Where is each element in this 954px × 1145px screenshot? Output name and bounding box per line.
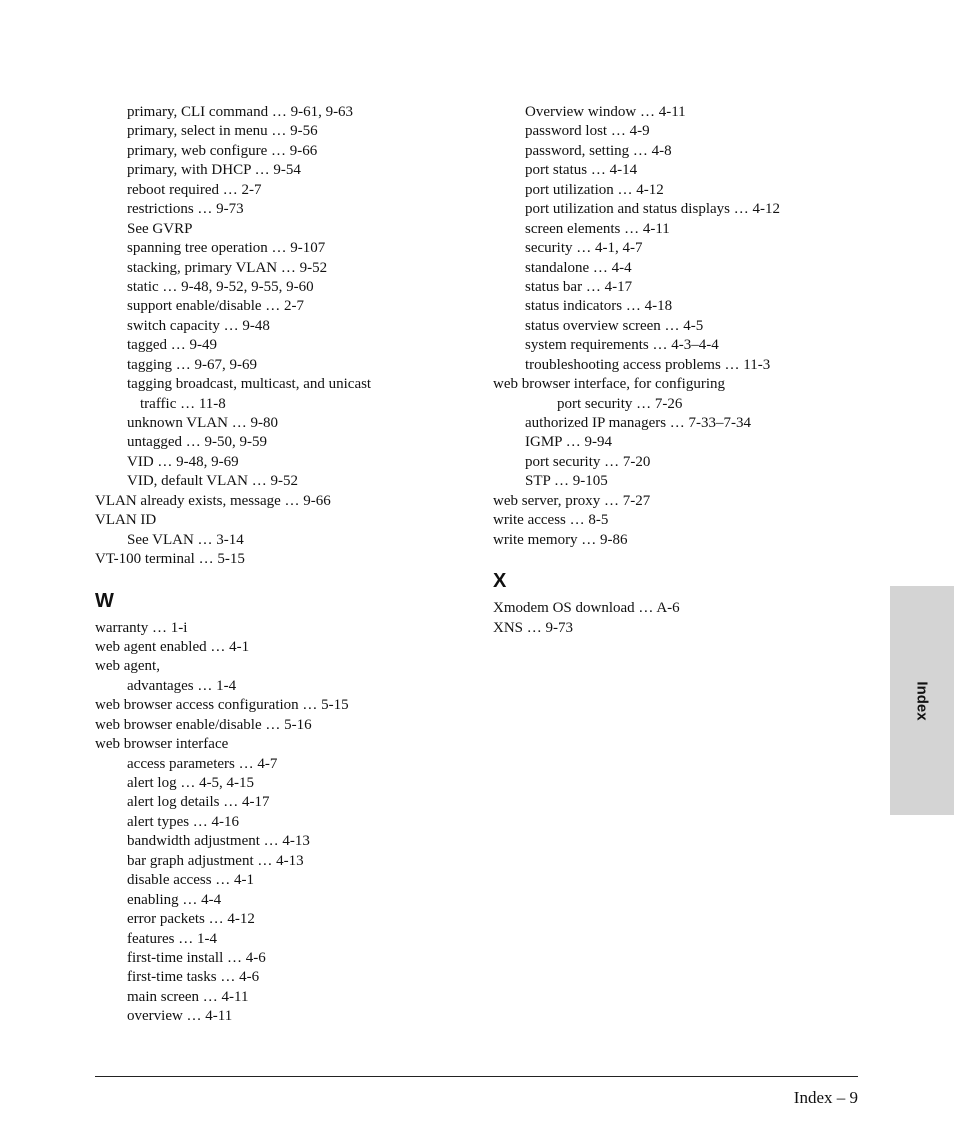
- index-entry: status indicators … 4-18: [525, 298, 673, 315]
- index-entry: first-time tasks … 4-6: [127, 969, 260, 986]
- footer-divider: [95, 1076, 858, 1077]
- index-entry: web browser interface, for configuring: [493, 376, 725, 393]
- index-entry: features … 1-4: [127, 930, 217, 947]
- index-entry: alert types … 4-16: [127, 813, 240, 830]
- index-entry: status overview screen … 4-5: [525, 317, 704, 334]
- index-entry: write memory … 9-86: [493, 531, 628, 548]
- index-entry: XNS … 9-73: [493, 619, 574, 636]
- index-entry: troubleshooting access problems … 11-3: [525, 356, 771, 373]
- index-entry: standalone … 4-4: [525, 259, 632, 276]
- index-entry: access parameters … 4-7: [127, 755, 278, 772]
- index-entry: IGMP … 9-94: [525, 434, 612, 451]
- index-entry: STP … 9-105: [525, 473, 608, 490]
- index-entry: unknown VLAN … 9-80: [127, 415, 278, 431]
- index-entry: port utilization and status displays … 4-12: [525, 201, 780, 218]
- index-entry: static … 9-48, 9-52, 9-55, 9-60: [127, 278, 314, 295]
- index-entry: stacking, primary VLAN … 9-52: [127, 259, 328, 276]
- section-x-entries: [493, 599, 853, 638]
- index-entry: tagged … 9-49: [127, 337, 217, 354]
- index-entry: write access … 8-5: [493, 512, 609, 529]
- index-entry: screen elements … 4-11: [525, 220, 670, 237]
- index-entry: See GVRP: [127, 220, 193, 237]
- page-number: Index – 9: [793, 1088, 858, 1107]
- index-entry: primary, with DHCP … 9-54: [127, 162, 301, 179]
- index-entry: VID … 9-48, 9-69: [127, 453, 239, 470]
- index-entry: web browser interface: [95, 736, 229, 753]
- index-entry: web agent,: [95, 658, 160, 675]
- index-entry: restrictions … 9-73: [127, 201, 244, 218]
- index-entries: [95, 103, 475, 570]
- index-column-right: [493, 103, 853, 638]
- side-tab-label: Index: [913, 680, 931, 721]
- index-entry: See VLAN … 3-14: [127, 531, 244, 548]
- index-entry: switch capacity … 9-48: [127, 317, 270, 334]
- index-entry: Xmodem OS download … A-6: [493, 600, 680, 617]
- index-entries: [493, 103, 853, 550]
- index-entry: web server, proxy … 7-27: [493, 492, 651, 509]
- index-entry: Overview window … 4-11: [525, 104, 686, 120]
- section-w-entries: [95, 619, 475, 1027]
- index-entry: VID, default VLAN … 9-52: [127, 473, 298, 490]
- index-entry: spanning tree operation … 9-107: [127, 240, 326, 257]
- section-letter-w: W: [95, 589, 114, 612]
- index-entry: port security … 7-20: [525, 453, 651, 470]
- index-entry: alert log details … 4-17: [127, 794, 270, 811]
- index-entry: VLAN already exists, message … 9-66: [95, 492, 331, 509]
- index-entry: port status … 4-14: [525, 162, 638, 179]
- section-letter-x: X: [493, 570, 507, 593]
- index-entry: authorized IP managers … 7-33–7-34: [525, 415, 752, 431]
- index-entry: alert log … 4-5, 4-15: [127, 775, 255, 791]
- index-entry: web browser access configuration … 5-15: [95, 697, 349, 714]
- index-entry: disable access … 4-1: [127, 872, 255, 889]
- index-entry: traffic … 11-8: [140, 395, 226, 412]
- index-entry: password, setting … 4-8: [525, 142, 672, 159]
- index-entry: advantages … 1-4: [127, 677, 237, 694]
- index-entry: bar graph adjustment … 4-13: [127, 852, 304, 869]
- index-entry: VLAN ID: [95, 512, 157, 529]
- index-entry: untagged … 9-50, 9-59: [127, 434, 267, 451]
- index-entry: primary, select in menu … 9-56: [127, 123, 318, 140]
- index-entry: reboot required … 2-7: [127, 181, 262, 198]
- index-side-tab: [890, 586, 954, 815]
- index-entry: status bar … 4-17: [525, 278, 633, 295]
- index-entry: web browser enable/disable … 5-16: [95, 716, 312, 733]
- index-entry: tagging … 9-67, 9-69: [127, 356, 257, 373]
- index-entry: tagging broadcast, multicast, and unicast: [127, 376, 372, 393]
- index-entry: web agent enabled … 4-1: [95, 638, 250, 655]
- index-entry: port security … 7-26: [557, 395, 683, 412]
- index-entry: enabling … 4-4: [127, 891, 222, 908]
- index-entry: first-time install … 4-6: [127, 949, 266, 966]
- index-entry: support enable/disable … 2-7: [127, 298, 305, 315]
- index-entry: bandwidth adjustment … 4-13: [127, 833, 310, 850]
- index-entry: port utilization … 4-12: [525, 181, 664, 198]
- index-entry: overview … 4-11: [127, 1008, 233, 1025]
- index-column-left: [95, 103, 475, 1027]
- index-entry: system requirements … 4-3–4-4: [525, 337, 719, 354]
- index-entry: primary, web configure … 9-66: [127, 142, 318, 159]
- index-entry: warranty … 1-i: [95, 619, 188, 636]
- index-entry: password lost … 4-9: [525, 123, 650, 140]
- index-entry: security … 4-1, 4-7: [525, 240, 643, 257]
- index-entry: main screen … 4-11: [127, 988, 249, 1005]
- index-entry: VT-100 terminal … 5-15: [95, 551, 245, 568]
- index-entry: error packets … 4-12: [127, 911, 255, 928]
- index-entry: primary, CLI command … 9-61, 9-63: [127, 104, 354, 120]
